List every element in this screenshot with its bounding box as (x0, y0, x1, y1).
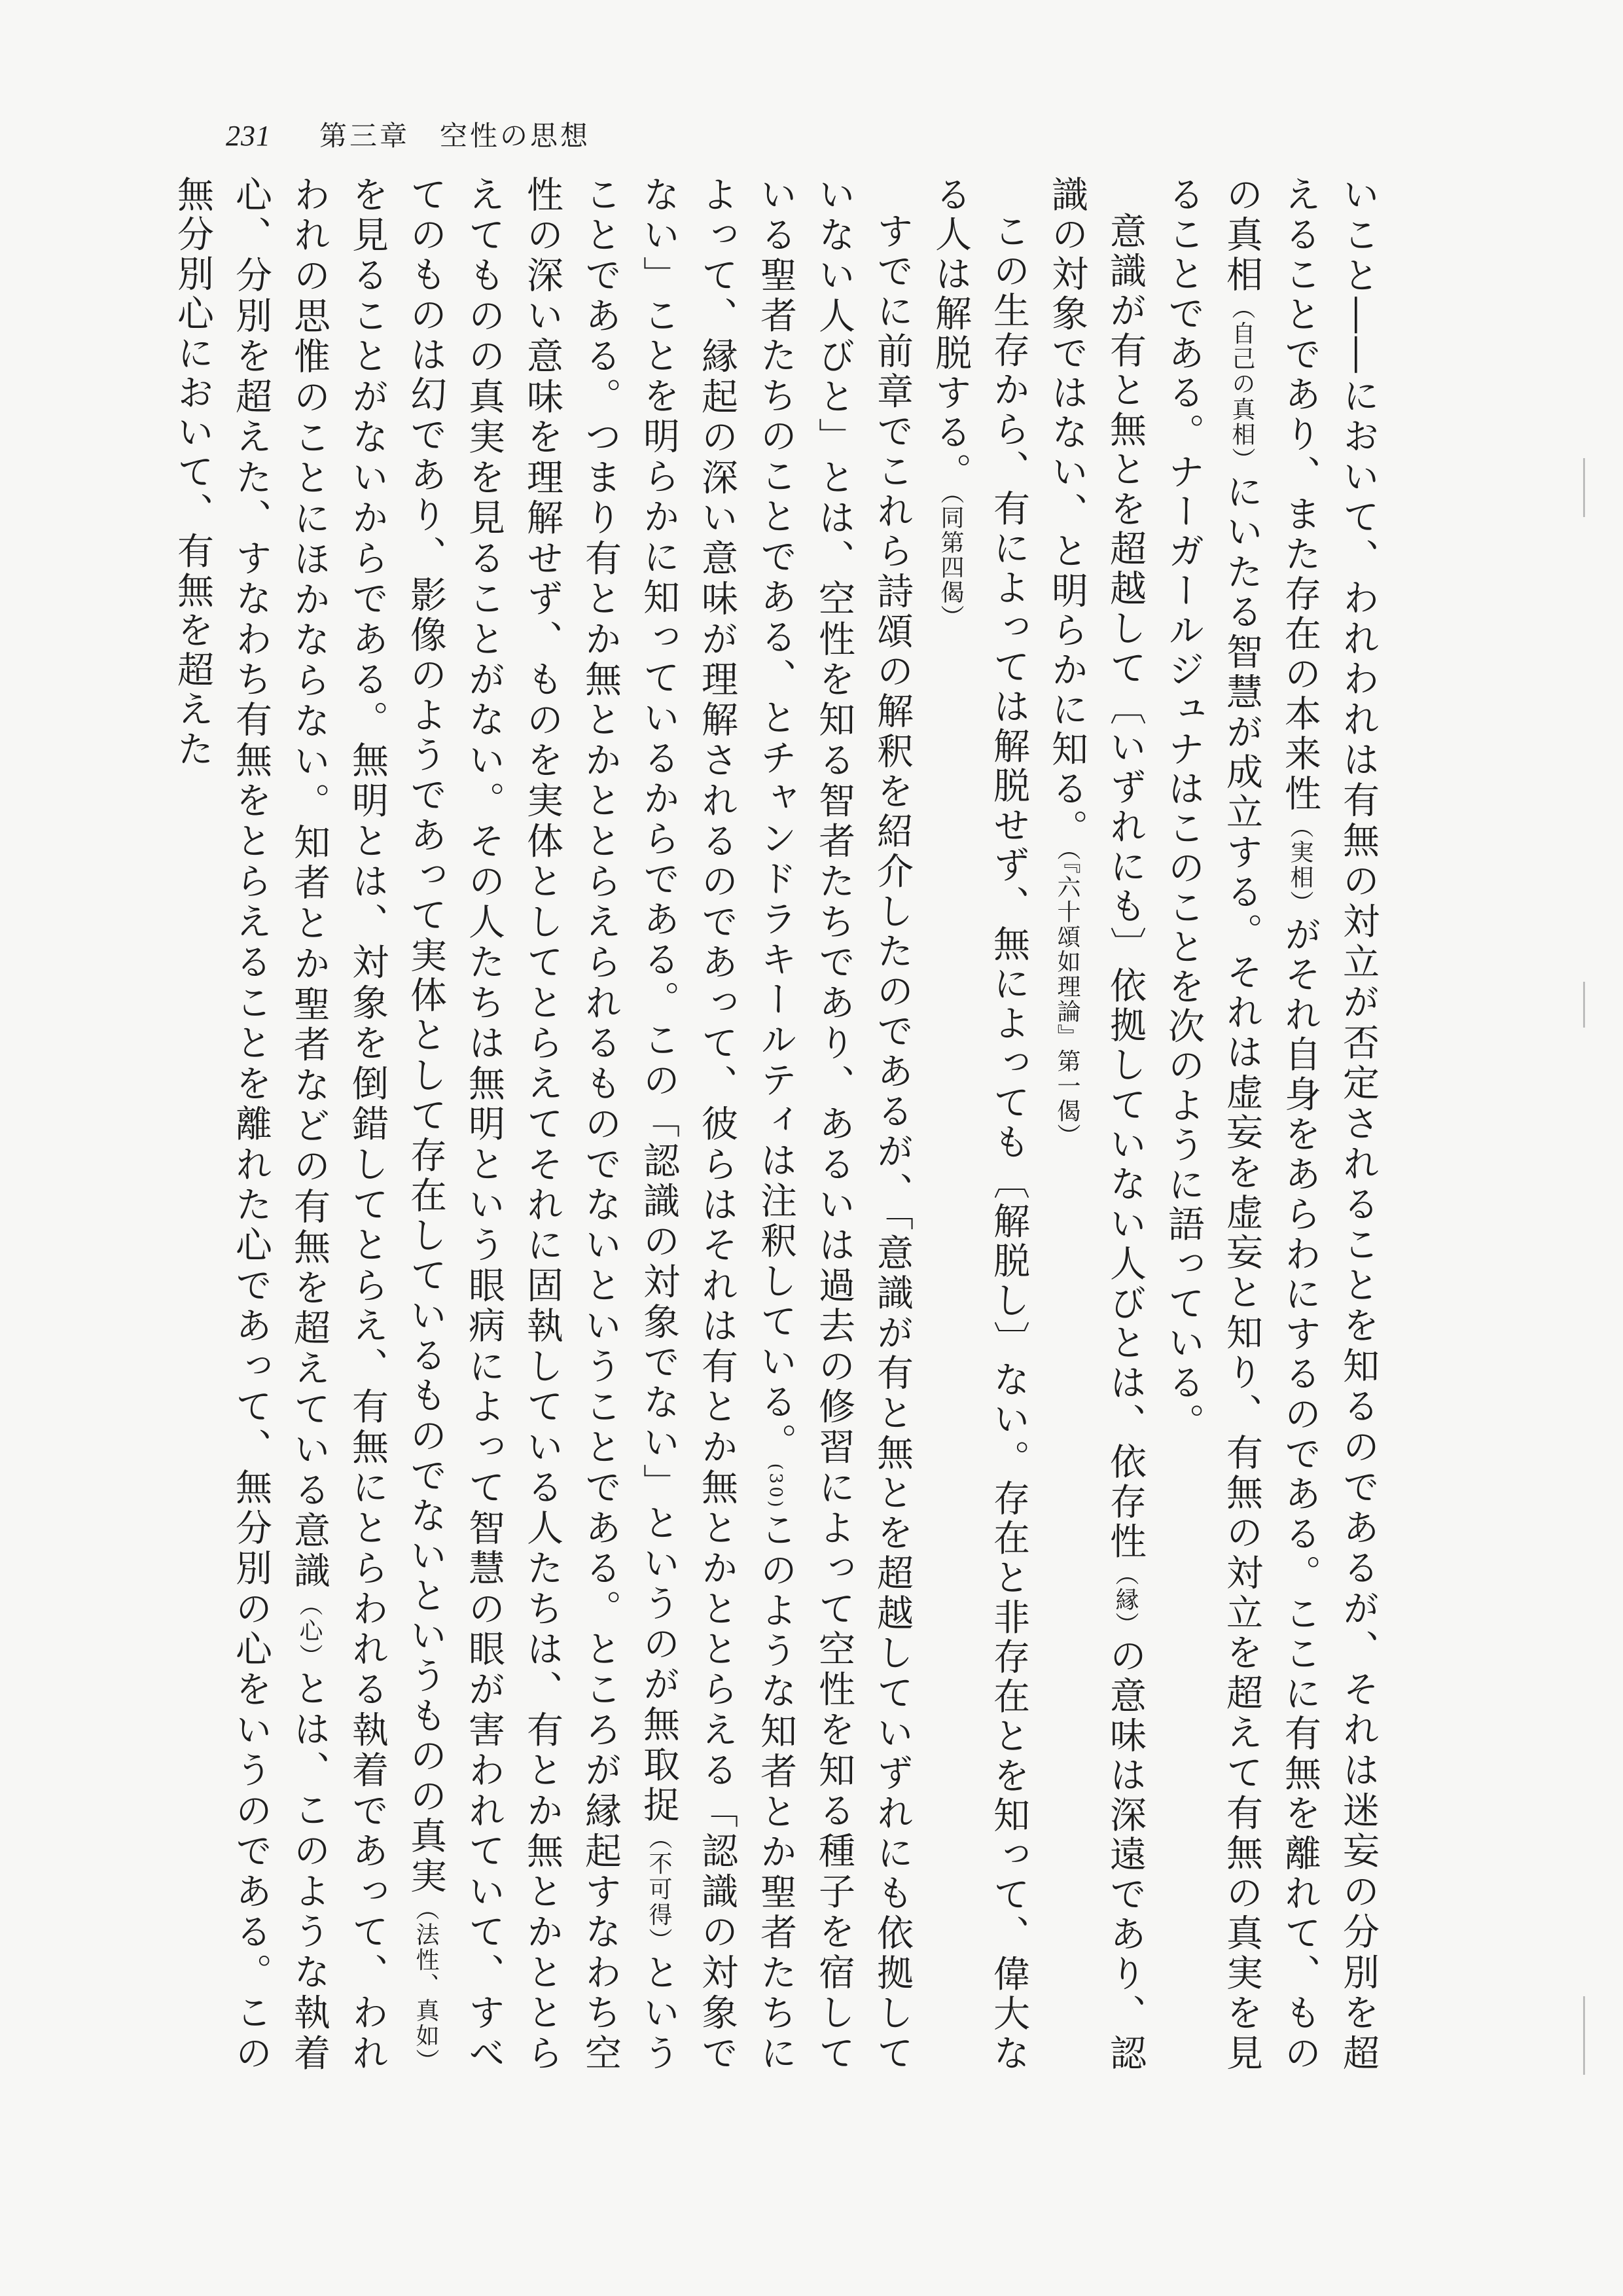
page-number: 231 (226, 120, 271, 152)
paragraph-text: このような知者とか聖者たちによって、縁起の深い意味が理解されるのであって、彼らはそれは有とか無とかととらえる「認識の対象でない」ことを明らかに知っているからである。この「認識の対象でない」というのが無取捉 (637, 175, 797, 2074)
paragraph-text: を見ることがないからである。無明とは、対象を倒錯してとらえ、有無にとらわれる執着であって、われわれの思惟のことにほかならない。知者とか聖者などの有無を超えている意識 (288, 175, 389, 2073)
annotation-text: （自己の真相） (1228, 295, 1255, 473)
paragraph (164, 175, 921, 2073)
paragraph-text: ということである。つまり有とか無とかととらえられるものでないということである。ところが縁起すなわち空性の深い意味を理解せず、ものを実体としてとらえてそれに固執している人たちは、有とか無とかととらえてものの真実を見ることがない。その人たちは無明という眼病によって智慧の眼が害われていて、すべてのものは幻であり、影像のようであって実体として存在しているものでないというものの真実 (404, 175, 680, 2074)
paragraph-text: すでに前章でこれら詩頌の解釈を紹介したのであるが、「意識が有と無とを超越していずれにも依拠していない人びと」とは、空性を知る智者たちであり、あるいは過去の修習によって空性を知る種子を宿している聖者たちのことである、とチャンドラキールティは注釈している。 (755, 175, 914, 2074)
running-header (226, 115, 590, 167)
paragraph-text: とは、このような執着心、分別を超えた、すなわち有無をとらえることを離れた心であって、無分別の心をいうのである。この無分別心において、有無を超えた (171, 175, 330, 2074)
paragraph (921, 175, 1038, 2073)
annotation-text: （同第四偈） (937, 492, 964, 630)
footnote-reference: (30) (766, 1463, 785, 1511)
paragraph-text: の意味は深遠であり、認識の対象ではない、と明らかに知る。 (1046, 175, 1147, 2074)
annotation-text: （縁） (1112, 1562, 1139, 1637)
body-text (164, 175, 1387, 2073)
annotation-text: （心） (296, 1592, 323, 1670)
annotation-text: （『六十頌如理論』第一偈） (1054, 848, 1080, 1149)
paragraph-text: にいたる智慧が成立する。それは虚妄を虚妄と知り、有無の対立を超えて有無の真実を見ることである。ナーガールジュナはこのことを次のように語っている。 (1162, 175, 1263, 2074)
annotation-text: （法性、真如） (412, 1897, 439, 2074)
scan-edge-mark (1583, 458, 1585, 517)
paragraph-text: がそれ自身をあらわにするのである。ここに有無を離れて、ものの真相 (1221, 175, 1321, 2073)
paragraph-text: 意識が有と無とを超越して〔いずれにも〕依拠していない人びとは、依存性 (1104, 212, 1147, 1562)
paragraph (1038, 175, 1154, 2073)
annotation-text: （実相） (1287, 814, 1313, 916)
scan-edge-mark (1583, 982, 1585, 1028)
running-title: 第三章 空性の思想 (319, 120, 591, 152)
scan-edge-mark (1583, 1996, 1585, 2075)
paragraph (1154, 175, 1387, 2073)
annotation-text: （不可得） (645, 1825, 672, 1954)
paragraph-text: いこと――において、われわれは有無の対立が否定されることを知るのであるが、それは迷妄の分別を超えることであり、また存在の本来性 (1279, 175, 1380, 2074)
paragraph-text: この生存から、有によっては解脱せず、無によっても〔解脱し〕ない。存在と非存在とを知って、偉大なる人は解脱する。 (929, 175, 1030, 2074)
